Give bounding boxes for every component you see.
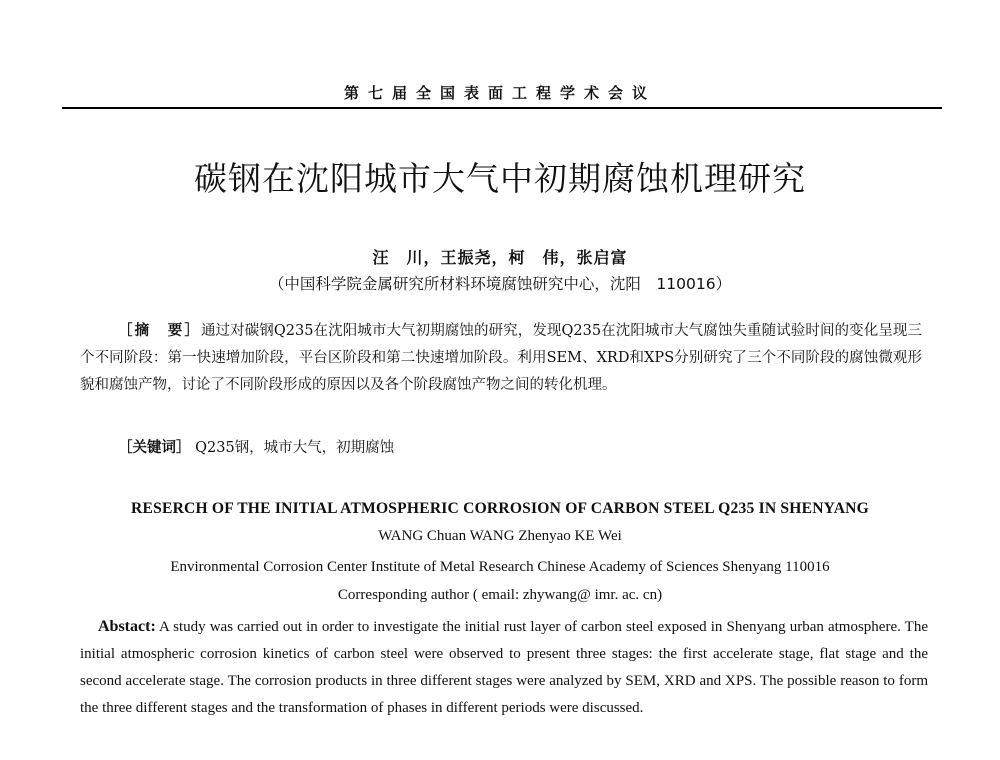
keywords-label: ［关键词］ [118, 440, 191, 456]
affiliation: （中国科学院金属研究所材料环境腐蚀研究中心，沈阳 110016） [268, 275, 732, 293]
running-head: 第七届全国表面工程学术会议 [343, 84, 656, 102]
abstract-en-text: A study was carried out in order to investigate the initial rust layer of carbon steel exposed in Shenyang urban atmosphere. The initial atmospheric corrosion kinetics of carbon steel were observed to present three stages: the first accelerate stage, flat stage and the second accelerate stage. The corrosion products in three different stages were analyzed by SEM, XRD and XPS. The possible reason to form the three different stages and the transformation of phases in different periods were discussed. [80, 619, 928, 716]
abstract-zh-label: ［摘 要］ [118, 323, 201, 339]
english-authors: WANG Chuan WANG Zhenyao KE Wei [378, 528, 622, 544]
paper-title: 碳钢在沈阳城市大气中初期腐蚀机理研究 [194, 159, 806, 198]
abstract-en [80, 613, 928, 722]
author-list: 汪 川，王振尧，柯 伟，张启富 [372, 248, 628, 267]
abstract-en-label: Abstact: [98, 618, 156, 635]
abstract-zh [80, 318, 922, 399]
abstract-zh-text: 通过对碳钢Q235在沈阳城市大气初期腐蚀的研究，发现Q235在沈阳城市大气腐蚀失重随试验时间的变化呈现三个不同阶段：第一快速增加阶段，平台区阶段和第二快速增加阶段。利用SEM、XRD和XPS分别研究了三个不同阶段的腐蚀微观形貌和腐蚀产物，讨论了不同阶段形成的原因以及各个阶段腐蚀产物之间的转化机理。 [80, 323, 922, 393]
english-affiliation: Environmental Corrosion Center Institute of Metal Research Chinese Academy of Sciences Shenyang 110016 [170, 559, 830, 575]
corresponding-author: Corresponding author ( email: zhywang@ imr. ac. cn) [337, 587, 663, 603]
keywords-text: Q235钢，城市大气，初期腐蚀 [195, 440, 395, 456]
english-title: RESERCH OF THE INITIAL ATMOSPHERIC CORROSION OF CARBON STEEL Q235 IN SHENYANG [131, 500, 869, 517]
header-rule [62, 107, 942, 109]
keywords [118, 436, 918, 457]
